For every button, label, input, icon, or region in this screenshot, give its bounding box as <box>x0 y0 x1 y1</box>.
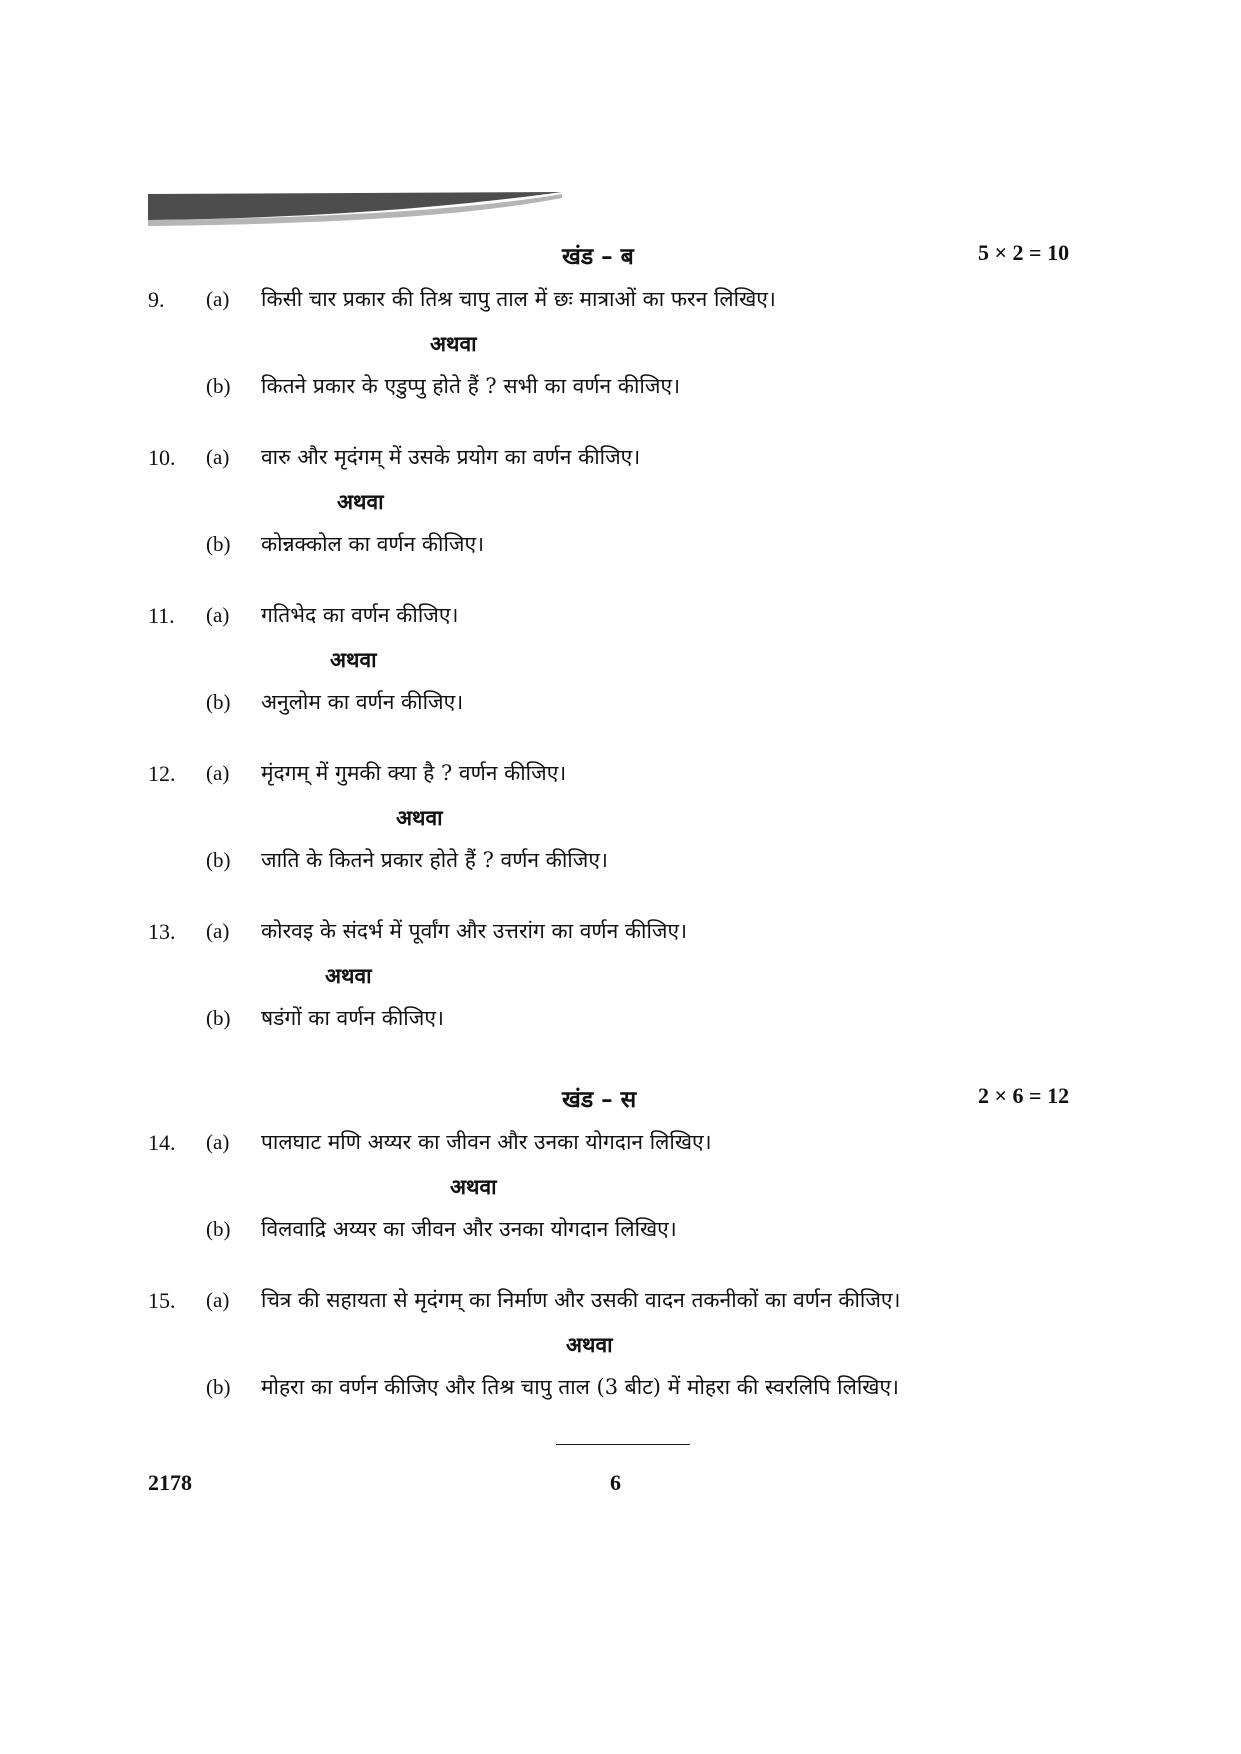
question-text: गतिभेद का वर्णन कीजिए। <box>261 603 459 627</box>
question-text: विलवाद्रि अय्यर का जीवन और उनका योगदान लिखिए। <box>261 1217 677 1241</box>
question-text: किसी चार प्रकार की तिश्र चापु ताल में छः मात्राओं का फरन लिखिए। <box>261 287 776 311</box>
end-of-paper-rule <box>556 1444 690 1445</box>
option-label: (a) <box>206 603 230 627</box>
option-label: (b) <box>206 1006 231 1030</box>
question-number: 12. <box>148 761 176 786</box>
question-text: अनुलोम का वर्णन कीजिए। <box>261 690 464 714</box>
question-text: जाति के कितने प्रकार होते हैं ? वर्णन कीजिए। <box>261 848 608 872</box>
or-label: अथवा <box>330 647 377 672</box>
paper-code: 2178 <box>148 1470 192 1495</box>
or-label: अथवा <box>337 489 384 514</box>
section-marks-b: 5 × 2 = 10 <box>978 240 1070 265</box>
option-label: (b) <box>206 1375 231 1399</box>
or-label: अथवा <box>450 1174 497 1199</box>
option-label: (b) <box>206 532 231 556</box>
option-label: (b) <box>206 690 231 714</box>
or-label: अथवा <box>325 963 372 988</box>
option-label: (b) <box>206 374 231 398</box>
option-label: (a) <box>206 761 230 785</box>
question-number: 14. <box>148 1130 176 1155</box>
option-label: (a) <box>206 445 230 469</box>
header-decorative-bar <box>148 190 562 230</box>
question-number: 10. <box>148 445 176 470</box>
or-label: अथवा <box>430 331 477 356</box>
option-label: (a) <box>206 287 230 311</box>
option-label: (a) <box>206 1130 230 1154</box>
option-label: (a) <box>206 1288 230 1312</box>
section-marks-c: 2 × 6 = 12 <box>978 1083 1070 1108</box>
question-text: कोरवइ के संदर्भ में पूर्वांग और उत्तरांग का वर्णन कीजिए। <box>261 919 688 943</box>
or-label: अथवा <box>566 1332 613 1357</box>
question-text: चित्र की सहायता से मृदंगम् का निर्माण और उसकी वादन तकनीकों का वर्णन कीजिए। <box>261 1288 901 1312</box>
option-label: (b) <box>206 848 231 872</box>
section-heading-c: खंड – स <box>562 1086 637 1113</box>
question-text: कोन्नक्कोल का वर्णन कीजिए। <box>261 532 485 556</box>
question-text: षडंगों का वर्णन कीजिए। <box>261 1006 444 1030</box>
or-label: अथवा <box>396 805 443 830</box>
section-heading-b: खंड – ब <box>562 243 634 270</box>
question-text: वारु और मृदंगम् में उसके प्रयोग का वर्णन कीजिए। <box>261 445 641 469</box>
question-number: 9. <box>148 287 165 312</box>
question-number: 15. <box>148 1288 176 1313</box>
question-text: कितने प्रकार के एडुप्पु होते हैं ? सभी का वर्णन कीजिए। <box>261 374 681 398</box>
option-label: (a) <box>206 919 230 943</box>
question-text: पालघाट मणि अय्यर का जीवन और उनका योगदान लिखिए। <box>261 1130 712 1154</box>
question-text: मृंदगम् में गुमकी क्या है ? वर्णन कीजिए। <box>261 761 567 785</box>
option-label: (b) <box>206 1217 231 1241</box>
question-number: 11. <box>148 603 175 628</box>
question-text: मोहरा का वर्णन कीजिए और तिश्र चापु ताल (3 बीट) में मोहरा की स्वरलिपि लिखिए। <box>261 1375 900 1399</box>
question-number: 13. <box>148 919 176 944</box>
page-number: 6 <box>610 1470 621 1495</box>
